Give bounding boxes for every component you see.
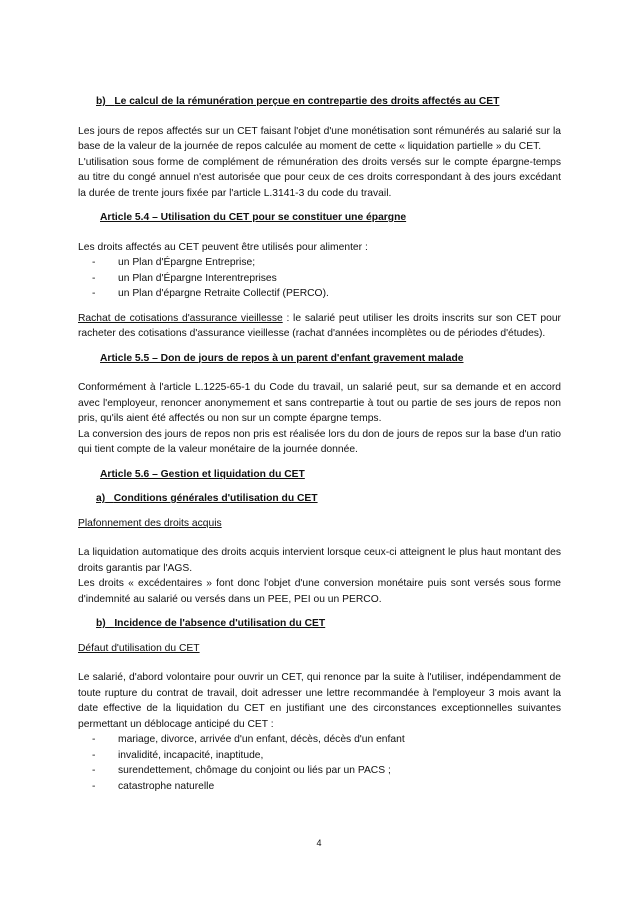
paragraph-rachat — [78, 311, 561, 342]
paragraph-monetisation: Les jours de repos affectés sur un CET faisant l'objet d'une monétisation sont rémunérés au salarié sur la base de la valeur de la journée de repos calculée au moment de cette « liquidation partielle » du CET. — [78, 125, 561, 152]
article-5-4-intro: Les droits affectés au CET peuvent être utilisés pour alimenter : — [78, 241, 368, 253]
page-content — [78, 94, 561, 794]
plafonnement-title: Plafonnement des droits acquis — [78, 517, 222, 529]
section-b-heading — [78, 94, 561, 110]
section-a-label: a) — [96, 493, 106, 504]
list-item: - surendettement, chômage du conjoint ou liés par un PACS ; — [78, 763, 561, 779]
defaut-title: Défaut d'utilisation du CET — [78, 642, 200, 654]
list-item: - un Plan d'épargne Retraite Collectif (PERCO). — [78, 286, 561, 302]
section-b-title: Le calcul de la rémunération perçue en contrepartie des droits affectés au CET — [114, 96, 500, 107]
list-item: - invalidité, incapacité, inaptitude, — [78, 748, 561, 764]
section-b2-label: b) — [96, 618, 106, 629]
paragraph-conge-annuel: L'utilisation sous forme de complément de rémunération des droits versés sur le compte épargne-temps au titre du congé annuel n'est autorisée que pour ceux de ces droits correspondant à des jours excédant la durée de trente jours fixée par l'article L.3141-3 du code du travail. — [78, 156, 561, 199]
section-b2-title: Incidence de l'absence d'utilisation du CET — [114, 618, 326, 629]
list-item: - un Plan d'Épargne Entreprise; — [78, 255, 561, 271]
article-5-6-title: Article 5.6 – Gestion et liquidation du CET — [100, 468, 305, 480]
defaut-paragraph: Le salarié, d'abord volontaire pour ouvrir un CET, qui renonce par la suite à l'utiliser, indépendamment de toute rupture du contrat de travail, doit adresser une lettre recommandée à l'employeur 3 mois avant la date effective de la liquidation du CET en justifiant une des circonstances exceptionnelles suivantes permettant un déblocage anticipé du CET : — [78, 672, 561, 730]
plafonnement-paragraph-2: Les droits « excédentaires » font donc l'objet d'une conversion monétaire puis sont versés sous forme d'indemnité au salarié ou versés dans un PEE, PEI ou un PERCO. — [78, 578, 561, 605]
section-b-label: b) — [96, 96, 106, 107]
article-5-5-title: Article 5.5 – Don de jours de repos à un parent d'enfant gravement malade — [100, 352, 464, 364]
plafonnement-paragraph-1: La liquidation automatique des droits acquis intervient lorsque ceux-ci atteignent le plus haut montant des droits garantis par l'AGS. — [78, 547, 561, 574]
epargne-list — [78, 255, 561, 302]
section-a-title: Conditions générales d'utilisation du CET — [113, 493, 318, 504]
list-item: - un Plan d'Épargne Interentreprises — [78, 271, 561, 287]
page-number: 4 — [316, 838, 322, 848]
rachat-text: : le salarié peut utiliser les droits inscrits sur son CET pour racheter des cotisations d'assurance vieillesse (rachat d'années incomplètes ou de périodes d'études). — [78, 312, 561, 339]
article-5-4-title: Article 5.4 – Utilisation du CET pour se constituer une épargne — [100, 212, 407, 223]
list-item: - mariage, divorce, arrivée d'un enfant, décès, décès d'un enfant — [78, 732, 561, 748]
rachat-label: Rachat de cotisations d'assurance vieillesse — [78, 312, 283, 324]
article-5-5-paragraph-2: La conversion des jours de repos non pris est réalisée lors du don de jours de repos sur la base d'un ratio qui tient compte de la valeur monétaire de la journée donnée. — [78, 428, 561, 455]
section-a-heading — [78, 491, 561, 507]
list-item: - catastrophe naturelle — [78, 779, 561, 795]
section-b2-heading — [78, 616, 561, 632]
article-5-5-paragraph-1: Conformément à l'article L.1225-65-1 du Code du travail, un salarié peut, sur sa demande et en accord avec l'employeur, renoncer anonymement et sans contrepartie à tout ou partie de ses jours de repos non pris, qu'ils aient été affectés ou non sur un compte épargne temps. — [78, 382, 561, 424]
circonstances-list — [78, 732, 561, 794]
